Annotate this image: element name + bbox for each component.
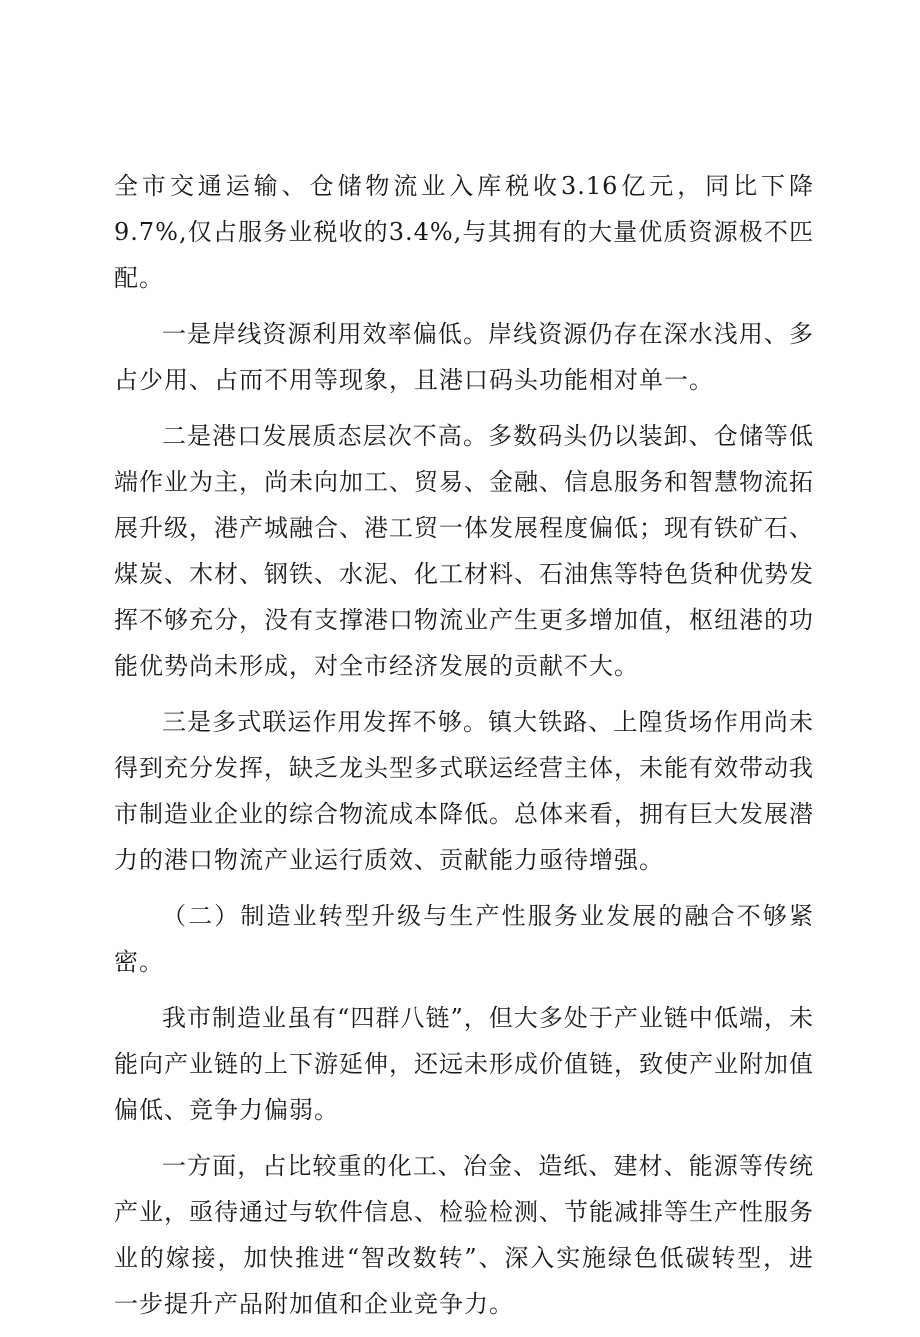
paragraph-multimodal-transport: 三是多式联运作用发挥不够。镇大铁路、上隍货场作用尚未得到充分发挥，缺乏龙头型多式联运经营主体，未能有效带动我市制造业企业的综合物流成本降低。总体来看，拥有巨大发展潜力的港口物流产业运行质效、贡献能力亟待增强。	[114, 708, 814, 874]
paragraph-traditional-industries: 一方面，占比较重的化工、冶金、造纸、建材、能源等传统产业，亟待通过与软件信息、检验检测、节能减排等生产性服务业的嫁接，加快推进“智改数转”、深入实施绿色低碳转型，进一步提升产品附加值和企业竞争力。	[114, 1152, 814, 1318]
document-body	[114, 163, 814, 1337]
section-heading-manufacturing: （二）制造业转型升级与生产性服务业发展的融合不够紧密。	[114, 902, 814, 976]
paragraph-manufacturing-chain: 我市制造业虽有“四群八链”，但大多处于产业链中低端，未能向产业链的上下游延伸，还远未形成价值链，致使产业附加值偏低、竞争力偏弱。	[114, 1004, 814, 1124]
paragraph-shoreline-resources: 一是岸线资源利用效率偏低。岸线资源仍存在深水浅用、多占少用、占而不用等现象，且港口码头功能相对单一。	[114, 320, 814, 394]
paragraph-port-development: 二是港口发展质态层次不高。多数码头仍以装卸、仓储等低端作业为主，尚未向加工、贸易、金融、信息服务和智慧物流拓展升级，港产城融合、港工贸一体发展程度偏低；现有铁矿石、煤炭、木材、钢铁、水泥、化工材料、石油焦等特色货种优势发挥不够充分，没有支撑港口物流业产生更多增加值，枢纽港的功能优势尚未形成，对全市经济发展的贡献不大。	[114, 422, 814, 680]
paragraph-tax-revenue: 全市交通运输、仓储物流业入库税收3.16亿元，同比下降9.7%,仅占服务业税收的3.4%,与其拥有的大量优质资源极不匹配。	[114, 172, 814, 292]
